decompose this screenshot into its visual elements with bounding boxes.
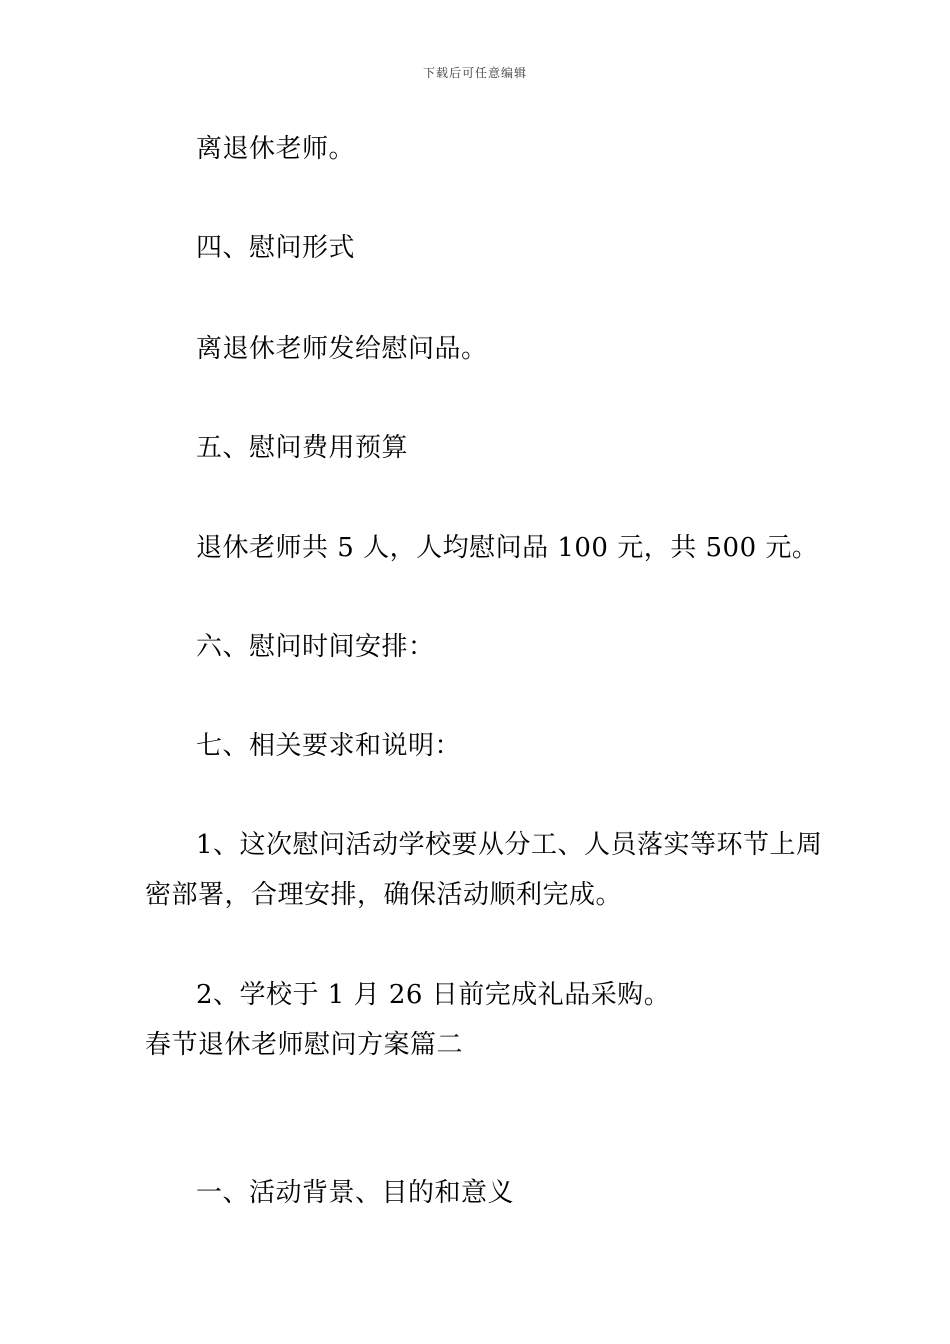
heading-visit-form: 四、慰问形式 [196,233,356,263]
paragraph-gifts: 离退休老师发给慰问品。 [196,334,488,364]
list-item-1-line-1: 1、这次慰问活动学校要从分工、人员落实等环节上周 [196,830,823,860]
list-item-1-line-2: 密部署，合理安排，确保活动顺利完成。 [145,880,623,910]
heading-background: 一、活动背景、目的和意义 [196,1178,515,1208]
paragraph-budget-detail: 退休老师共 5 人，人均慰问品 100 元，共 500 元。 [196,533,819,563]
paragraph-retired-teachers: 离退休老师。 [196,134,356,164]
page-header-note: 下载后可任意编辑 [422,66,527,80]
heading-schedule: 六、慰问时间安排： [196,632,435,662]
section-title: 春节退休老师慰问方案篇二 [145,1030,464,1060]
heading-budget: 五、慰问费用预算 [196,433,409,463]
list-item-2: 2、学校于 1 月 26 日前完成礼品采购。 [196,980,671,1010]
heading-requirements: 七、相关要求和说明： [196,731,462,761]
